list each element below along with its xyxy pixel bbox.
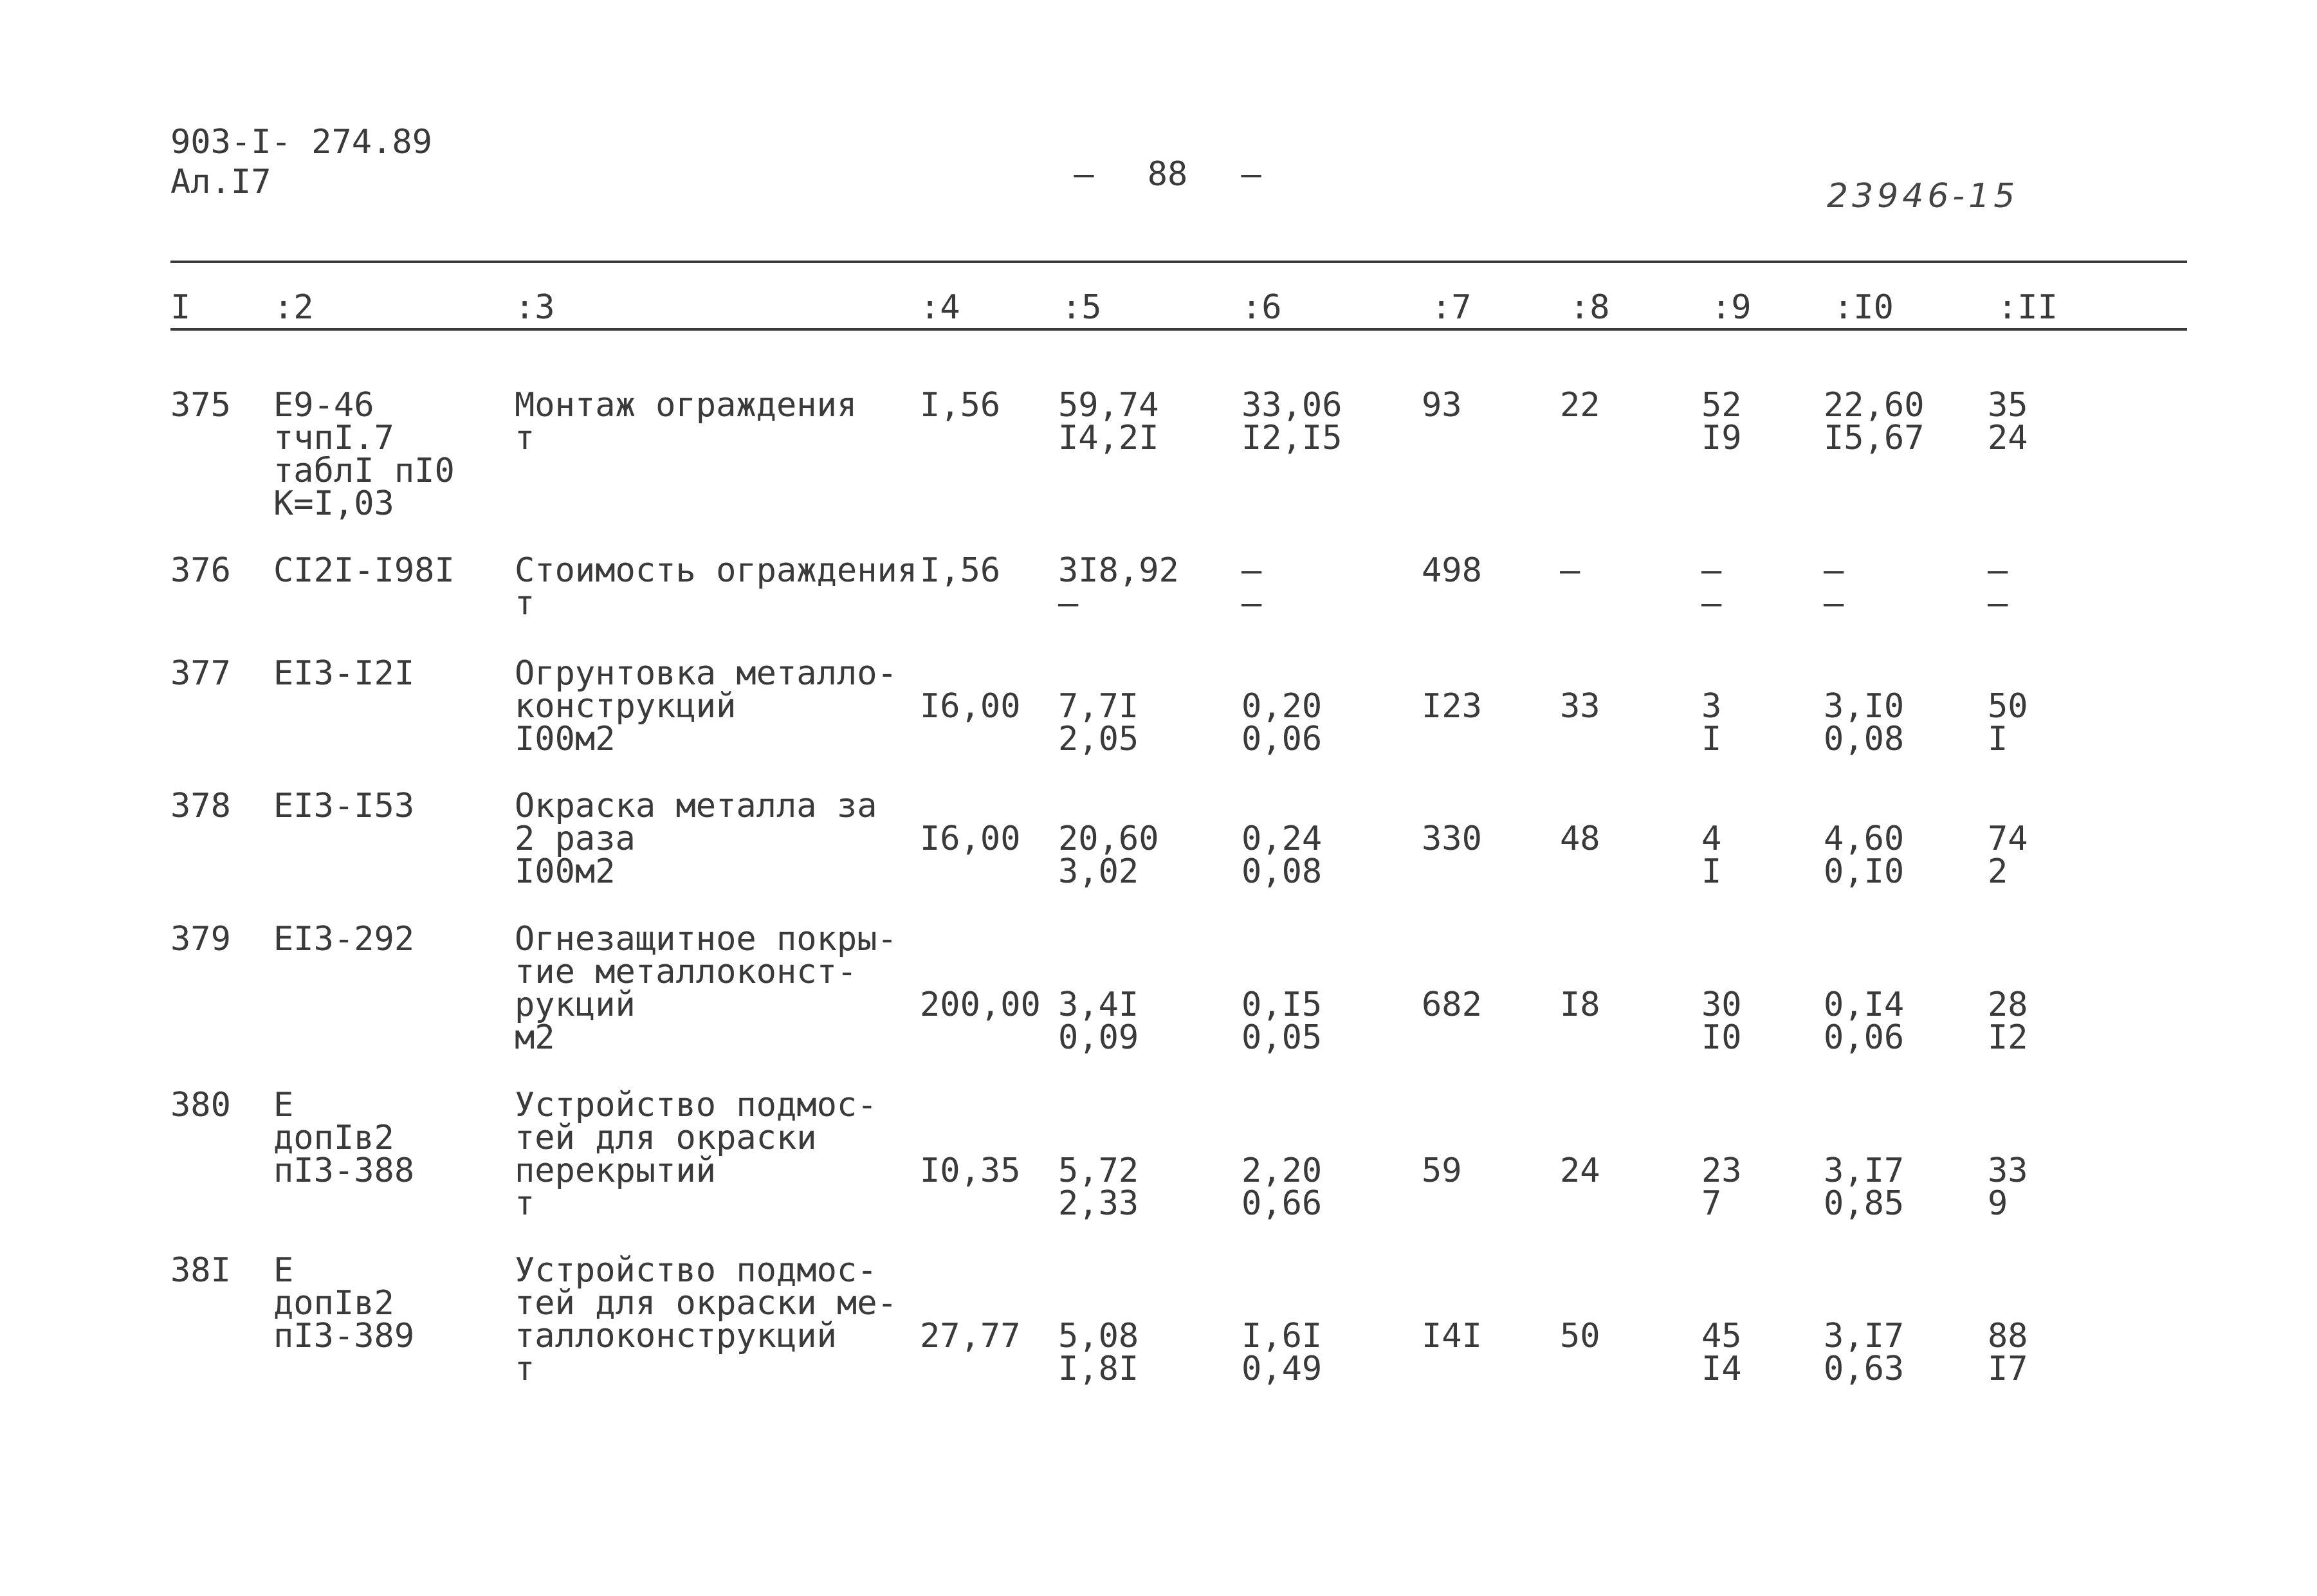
- row-quantity: 200,00: [920, 986, 1041, 1024]
- row-col6: I2,I5: [1241, 419, 1342, 457]
- row-col6: 0,24: [1241, 820, 1323, 858]
- row-code: пI3-389: [273, 1317, 415, 1355]
- row-col9: –: [1701, 584, 1722, 623]
- row-col9: I: [1701, 720, 1722, 758]
- column-header: :5: [1061, 288, 1102, 327]
- row-col10: 0,06: [1824, 1018, 1905, 1057]
- row-quantity: 27,77: [920, 1317, 1021, 1355]
- row-code: EI3-292: [273, 920, 415, 959]
- row-description: Огрунтовка металло-: [515, 654, 897, 693]
- row-col9: I0: [1701, 1018, 1742, 1057]
- row-col6: –: [1241, 551, 1262, 590]
- row-col8: 50: [1560, 1317, 1600, 1355]
- row-col8: 33: [1560, 687, 1600, 726]
- row-col11: 35: [1988, 386, 2028, 425]
- row-code: CI2I-I98I: [273, 551, 455, 590]
- row-description: тей для окраски ме-: [515, 1284, 897, 1323]
- row-number: 379: [170, 920, 231, 959]
- table-top-rule: [170, 261, 2187, 263]
- row-col11: 50: [1988, 687, 2028, 726]
- row-col7: 682: [1422, 986, 1482, 1024]
- column-header: :4: [920, 288, 960, 327]
- row-quantity: I,56: [920, 551, 1001, 590]
- row-col5: 20,60: [1058, 820, 1159, 858]
- row-col11: 2: [1988, 852, 2008, 891]
- row-col5: 7,7I: [1058, 687, 1139, 726]
- row-col7: 498: [1422, 551, 1482, 590]
- row-description: Устройство подмос-: [515, 1251, 877, 1290]
- row-col6: 0,08: [1241, 852, 1323, 891]
- row-col5: 5,72: [1058, 1151, 1139, 1190]
- row-col9: 52: [1701, 386, 1742, 425]
- row-number: 378: [170, 787, 231, 825]
- row-code: К=I,03: [273, 484, 394, 523]
- row-description: т: [515, 1184, 535, 1223]
- row-col5: 3,02: [1058, 852, 1139, 891]
- row-code: допIв2: [273, 1119, 394, 1157]
- row-col5: 3,4I: [1058, 986, 1139, 1024]
- row-col7: I23: [1422, 687, 1482, 726]
- column-header: :II: [1997, 288, 2058, 327]
- row-code: допIв2: [273, 1284, 394, 1323]
- row-col5: 2,05: [1058, 720, 1139, 758]
- row-description: т: [515, 584, 535, 623]
- row-col8: 24: [1560, 1151, 1600, 1190]
- row-col8: –: [1560, 551, 1580, 590]
- row-col10: I5,67: [1824, 419, 1925, 457]
- row-code: EI3-I2I: [273, 654, 415, 693]
- row-description: Огнезащитное покры-: [515, 920, 897, 959]
- column-header: :6: [1241, 288, 1282, 327]
- handwritten-stamp: 23946-15: [1827, 177, 2019, 216]
- row-description: Устройство подмос-: [515, 1086, 877, 1124]
- row-col10: –: [1824, 551, 1844, 590]
- row-description: т: [515, 419, 535, 457]
- row-col9: 3: [1701, 687, 1722, 726]
- row-col7: 93: [1422, 386, 1462, 425]
- row-description: 2 раза: [515, 820, 636, 858]
- row-description: Монтаж ограждения: [515, 386, 857, 425]
- page-number: 88: [1147, 155, 1188, 194]
- row-col5: 5,08: [1058, 1317, 1139, 1355]
- row-col11: 33: [1988, 1151, 2028, 1190]
- row-code: E: [273, 1086, 294, 1124]
- row-col6: 0,05: [1241, 1018, 1323, 1057]
- row-col6: 0,I5: [1241, 986, 1323, 1024]
- column-header: :7: [1431, 288, 1472, 327]
- page-number-block: – 88 –: [1074, 155, 1261, 194]
- row-number: 375: [170, 386, 231, 425]
- row-col10: 4,60: [1824, 820, 1905, 858]
- row-col11: –: [1988, 584, 2008, 623]
- row-description: I00м2: [515, 720, 616, 758]
- row-col10: 3,I7: [1824, 1151, 1905, 1190]
- row-description: I00м2: [515, 852, 616, 891]
- sheet-label: Ал.I7: [170, 163, 271, 201]
- row-col8: I8: [1560, 986, 1600, 1024]
- row-col9: I9: [1701, 419, 1742, 457]
- row-col7: I4I: [1422, 1317, 1482, 1355]
- row-col5: 59,74: [1058, 386, 1159, 425]
- row-col9: 23: [1701, 1151, 1742, 1190]
- row-code: тчпI.7: [273, 419, 394, 457]
- row-col11: 74: [1988, 820, 2028, 858]
- row-code: пI3-388: [273, 1151, 415, 1190]
- row-col10: 0,I0: [1824, 852, 1905, 891]
- row-col7: 330: [1422, 820, 1482, 858]
- row-col6: I,6I: [1241, 1317, 1323, 1355]
- row-col10: 0,63: [1824, 1350, 1905, 1388]
- row-col5: –: [1058, 584, 1079, 623]
- row-col11: 28: [1988, 986, 2028, 1024]
- row-col5: I,8I: [1058, 1350, 1139, 1388]
- column-header: I: [170, 288, 191, 327]
- row-col10: –: [1824, 584, 1844, 623]
- row-col11: 88: [1988, 1317, 2028, 1355]
- column-header: :2: [273, 288, 314, 327]
- row-col9: –: [1701, 551, 1722, 590]
- row-col9: I: [1701, 852, 1722, 891]
- row-col6: 2,20: [1241, 1151, 1323, 1190]
- row-col6: 0,20: [1241, 687, 1323, 726]
- row-description: рукций: [515, 986, 636, 1024]
- row-col11: I7: [1988, 1350, 2028, 1388]
- document-code: 903-I- 274.89: [170, 123, 432, 161]
- row-description: т: [515, 1350, 535, 1388]
- row-number: 377: [170, 654, 231, 693]
- row-col6: –: [1241, 584, 1262, 623]
- row-col11: –: [1988, 551, 2008, 590]
- row-col9: I4: [1701, 1350, 1742, 1388]
- column-header: :8: [1570, 288, 1610, 327]
- row-col11: 24: [1988, 419, 2028, 457]
- row-col10: 3,I0: [1824, 687, 1905, 726]
- row-number: 380: [170, 1086, 231, 1124]
- row-col10: 0,08: [1824, 720, 1905, 758]
- row-code: EI3-I53: [273, 787, 415, 825]
- row-col6: 0,06: [1241, 720, 1323, 758]
- row-col5: 2,33: [1058, 1184, 1139, 1223]
- row-number: 376: [170, 551, 231, 590]
- row-col10: 22,60: [1824, 386, 1925, 425]
- row-code: таблI пI0: [273, 452, 455, 490]
- row-description: перекрытий: [515, 1151, 717, 1190]
- row-number: 38I: [170, 1251, 231, 1290]
- column-header: :I0: [1833, 288, 1894, 327]
- row-quantity: I6,00: [920, 687, 1021, 726]
- row-description: таллоконструкций: [515, 1317, 837, 1355]
- row-col9: 30: [1701, 986, 1742, 1024]
- row-quantity: I0,35: [920, 1151, 1021, 1190]
- row-code: E: [273, 1251, 294, 1290]
- row-col10: 3,I7: [1824, 1317, 1905, 1355]
- row-col9: 4: [1701, 820, 1722, 858]
- row-col11: I: [1988, 720, 2008, 758]
- row-col11: I2: [1988, 1018, 2028, 1057]
- row-description: тей для окраски: [515, 1119, 817, 1157]
- row-quantity: I6,00: [920, 820, 1021, 858]
- row-col11: 9: [1988, 1184, 2008, 1223]
- row-col8: 48: [1560, 820, 1600, 858]
- row-col10: 0,I4: [1824, 986, 1905, 1024]
- row-col5: I4,2I: [1058, 419, 1159, 457]
- column-header: :3: [515, 288, 555, 327]
- table-header-rule: [170, 328, 2187, 331]
- row-description: м2: [515, 1018, 555, 1057]
- row-description: Стоимость ограждения: [515, 551, 918, 590]
- row-col6: 0,49: [1241, 1350, 1323, 1388]
- column-header: :9: [1711, 288, 1752, 327]
- row-description: Окраска металла за: [515, 787, 877, 825]
- row-quantity: I,56: [920, 386, 1001, 425]
- row-col10: 0,85: [1824, 1184, 1905, 1223]
- row-col8: 22: [1560, 386, 1600, 425]
- document-code-block: [170, 122, 432, 202]
- row-col6: 33,06: [1241, 386, 1342, 425]
- row-description: конструкций: [515, 687, 737, 726]
- row-col5: 3I8,92: [1058, 551, 1179, 590]
- row-col6: 0,66: [1241, 1184, 1323, 1223]
- row-col9: 45: [1701, 1317, 1742, 1355]
- row-col7: 59: [1422, 1151, 1462, 1190]
- row-code: E9-46: [273, 386, 374, 425]
- row-col9: 7: [1701, 1184, 1722, 1223]
- row-col5: 0,09: [1058, 1018, 1139, 1057]
- row-description: тие металлоконст-: [515, 953, 857, 991]
